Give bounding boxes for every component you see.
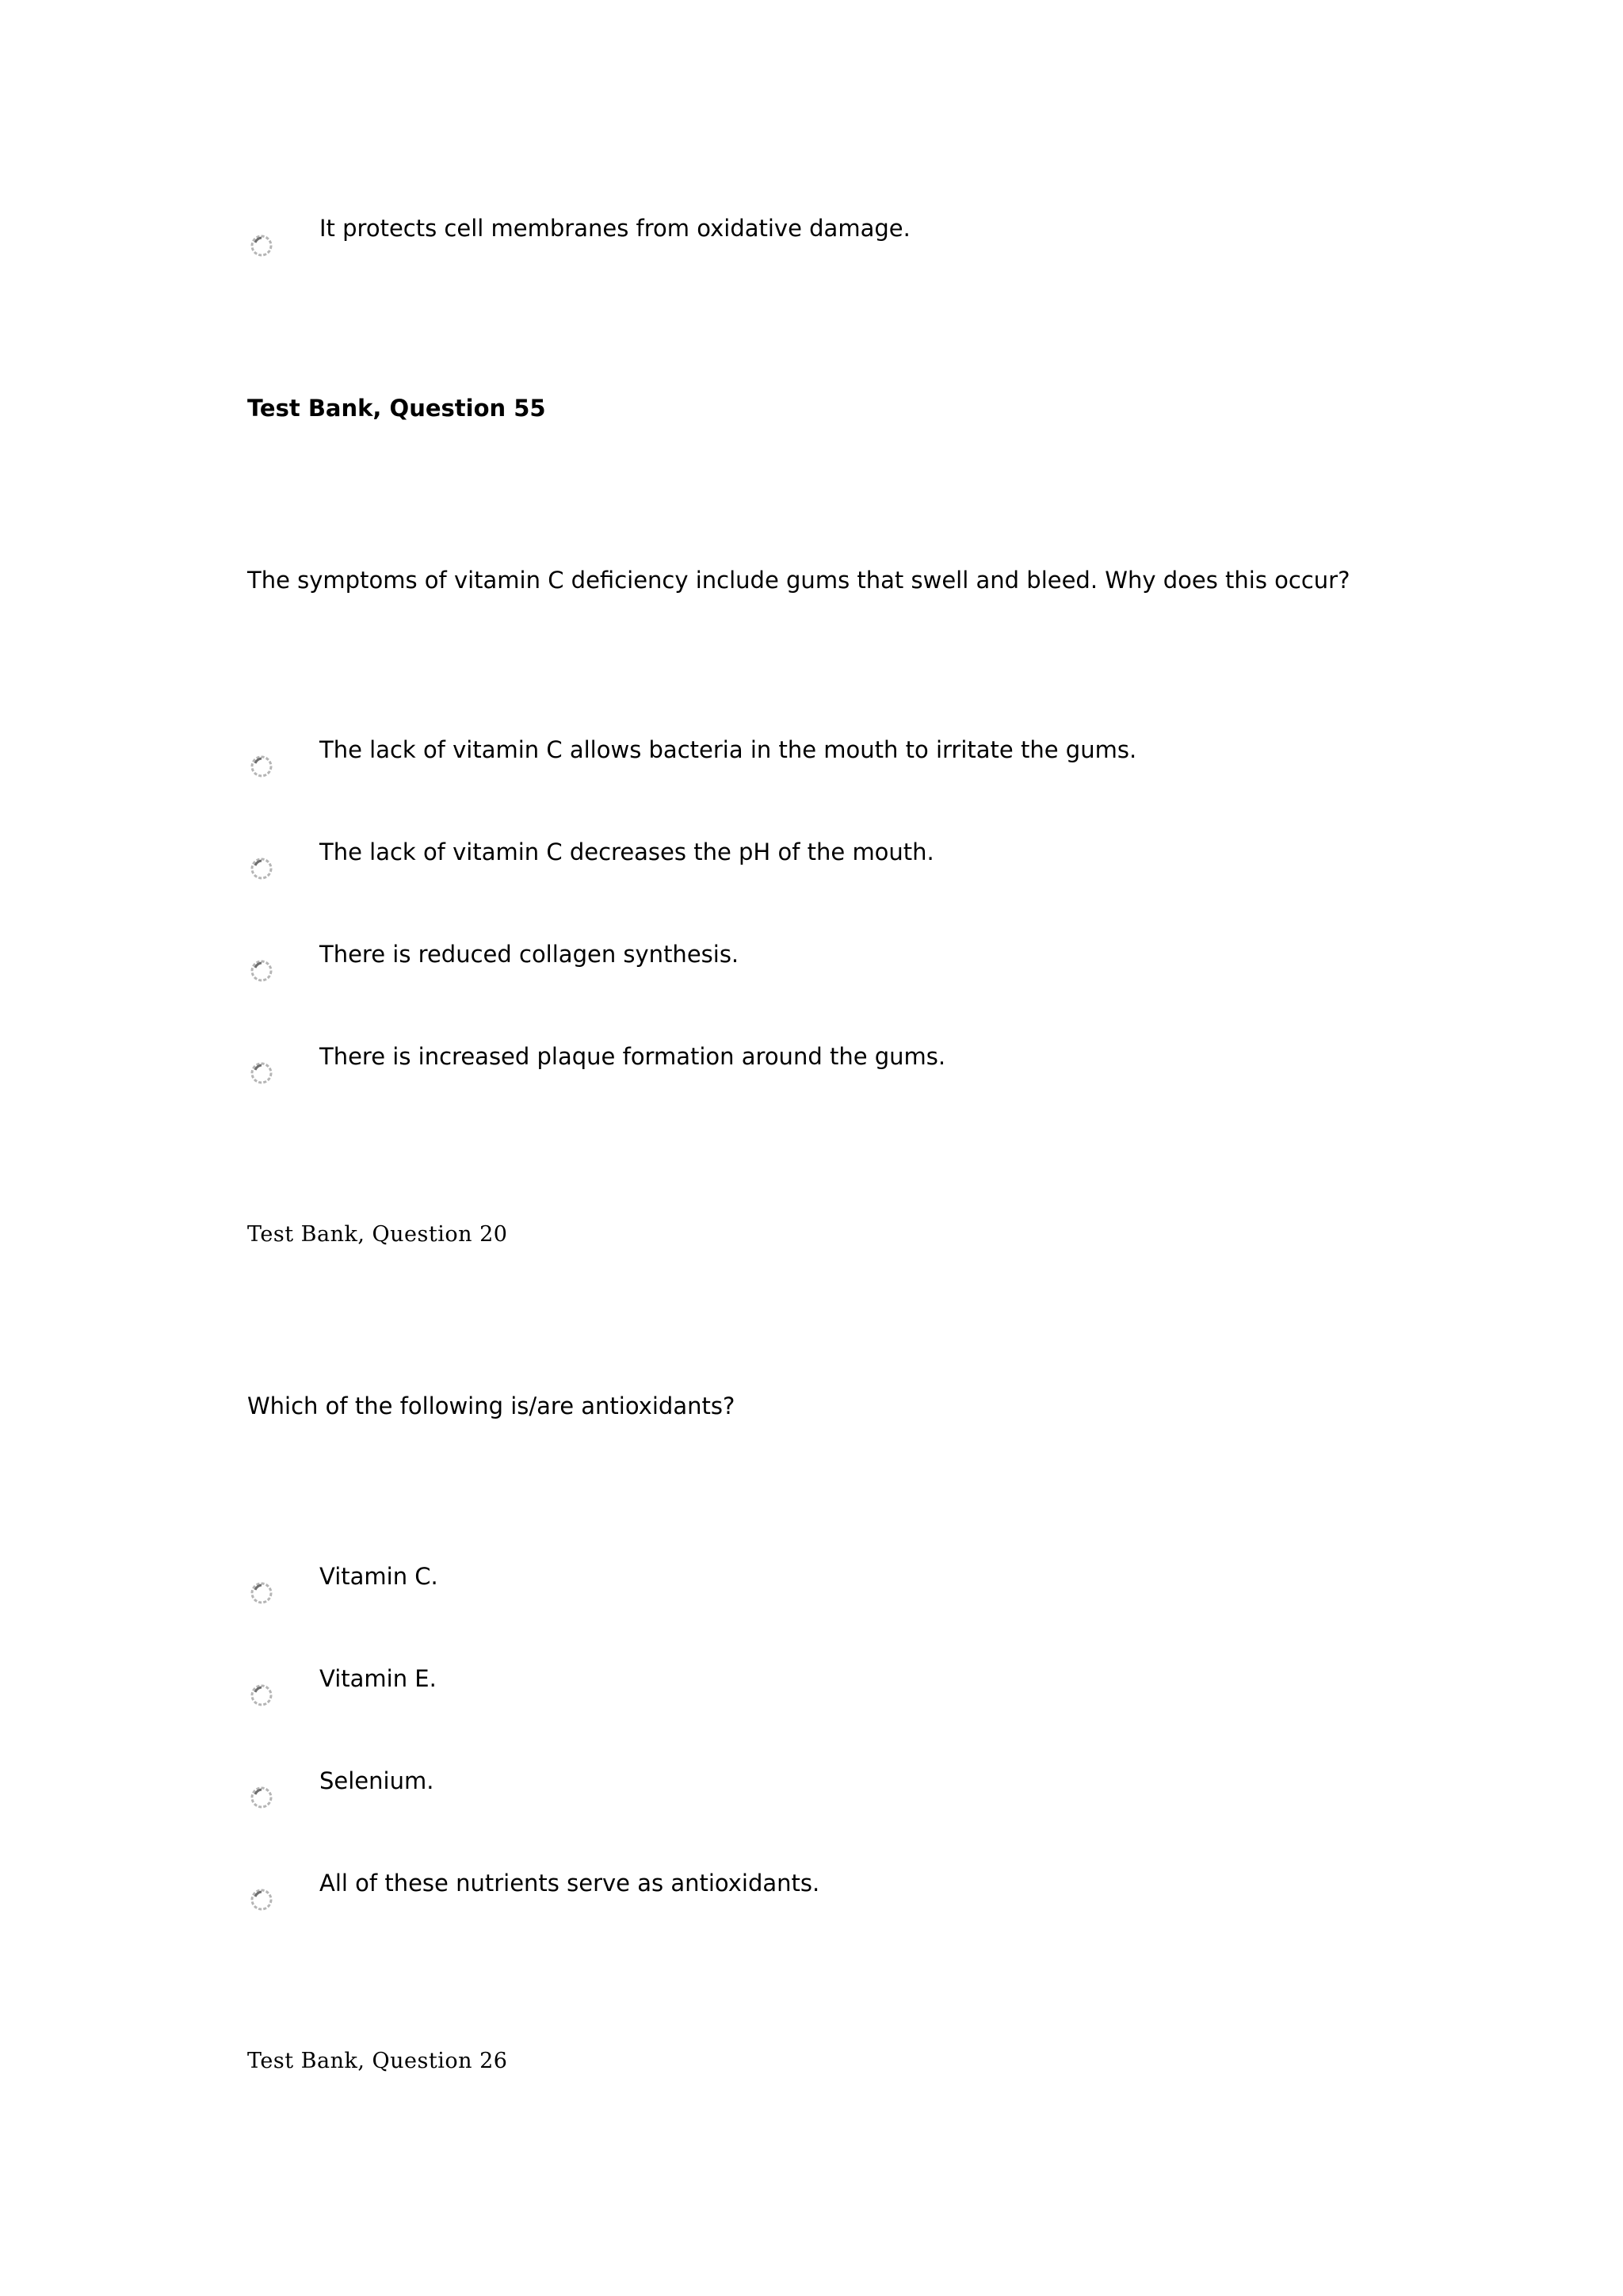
radio-button-q20-option-2[interactable] xyxy=(249,1683,274,1708)
radio-button-icon xyxy=(249,1683,274,1708)
question-header: Test Bank, Question 26 xyxy=(247,2049,508,2073)
radio-button-icon xyxy=(249,1060,274,1086)
option-label: There is reduced collagen synthesis. xyxy=(319,941,739,968)
question-header: Test Bank, Question 20 xyxy=(247,1222,508,1247)
radio-button-icon xyxy=(249,1887,274,1912)
radio-button-option-prev-1[interactable] xyxy=(249,233,274,258)
question-text: Which of the following is/are antioxidants? xyxy=(247,1392,735,1419)
radio-button-icon xyxy=(249,1785,274,1810)
radio-button-icon xyxy=(249,856,274,881)
radio-button-q20-option-1[interactable] xyxy=(249,1580,274,1606)
option-label: It protects cell membranes from oxidative damage. xyxy=(319,215,911,242)
radio-button-icon xyxy=(249,1580,274,1606)
option-label: Vitamin E. xyxy=(319,1665,437,1692)
radio-button-q55-option-1[interactable] xyxy=(249,754,274,779)
radio-button-q20-option-4[interactable] xyxy=(249,1887,274,1912)
option-label: The lack of vitamin C allows bacteria in the mouth to irritate the gums. xyxy=(319,736,1137,763)
option-label: The lack of vitamin C decreases the pH of the mouth. xyxy=(319,839,934,865)
option-label: All of these nutrients serve as antioxidants. xyxy=(319,1870,820,1897)
question-header: Test Bank, Question 55 xyxy=(247,395,546,422)
radio-button-q55-option-2[interactable] xyxy=(249,856,274,881)
radio-button-q55-option-3[interactable] xyxy=(249,958,274,984)
radio-button-q20-option-3[interactable] xyxy=(249,1785,274,1810)
question-text: The symptoms of vitamin C deficiency include gums that swell and bleed. Why does this occur? xyxy=(247,567,1350,594)
radio-button-icon xyxy=(249,233,274,258)
radio-button-icon xyxy=(249,958,274,984)
option-label: There is increased plaque formation around the gums. xyxy=(319,1043,946,1070)
radio-button-icon xyxy=(249,754,274,779)
radio-button-q55-option-4[interactable] xyxy=(249,1060,274,1086)
option-label: Selenium. xyxy=(319,1767,434,1794)
option-label: Vitamin C. xyxy=(319,1563,438,1590)
